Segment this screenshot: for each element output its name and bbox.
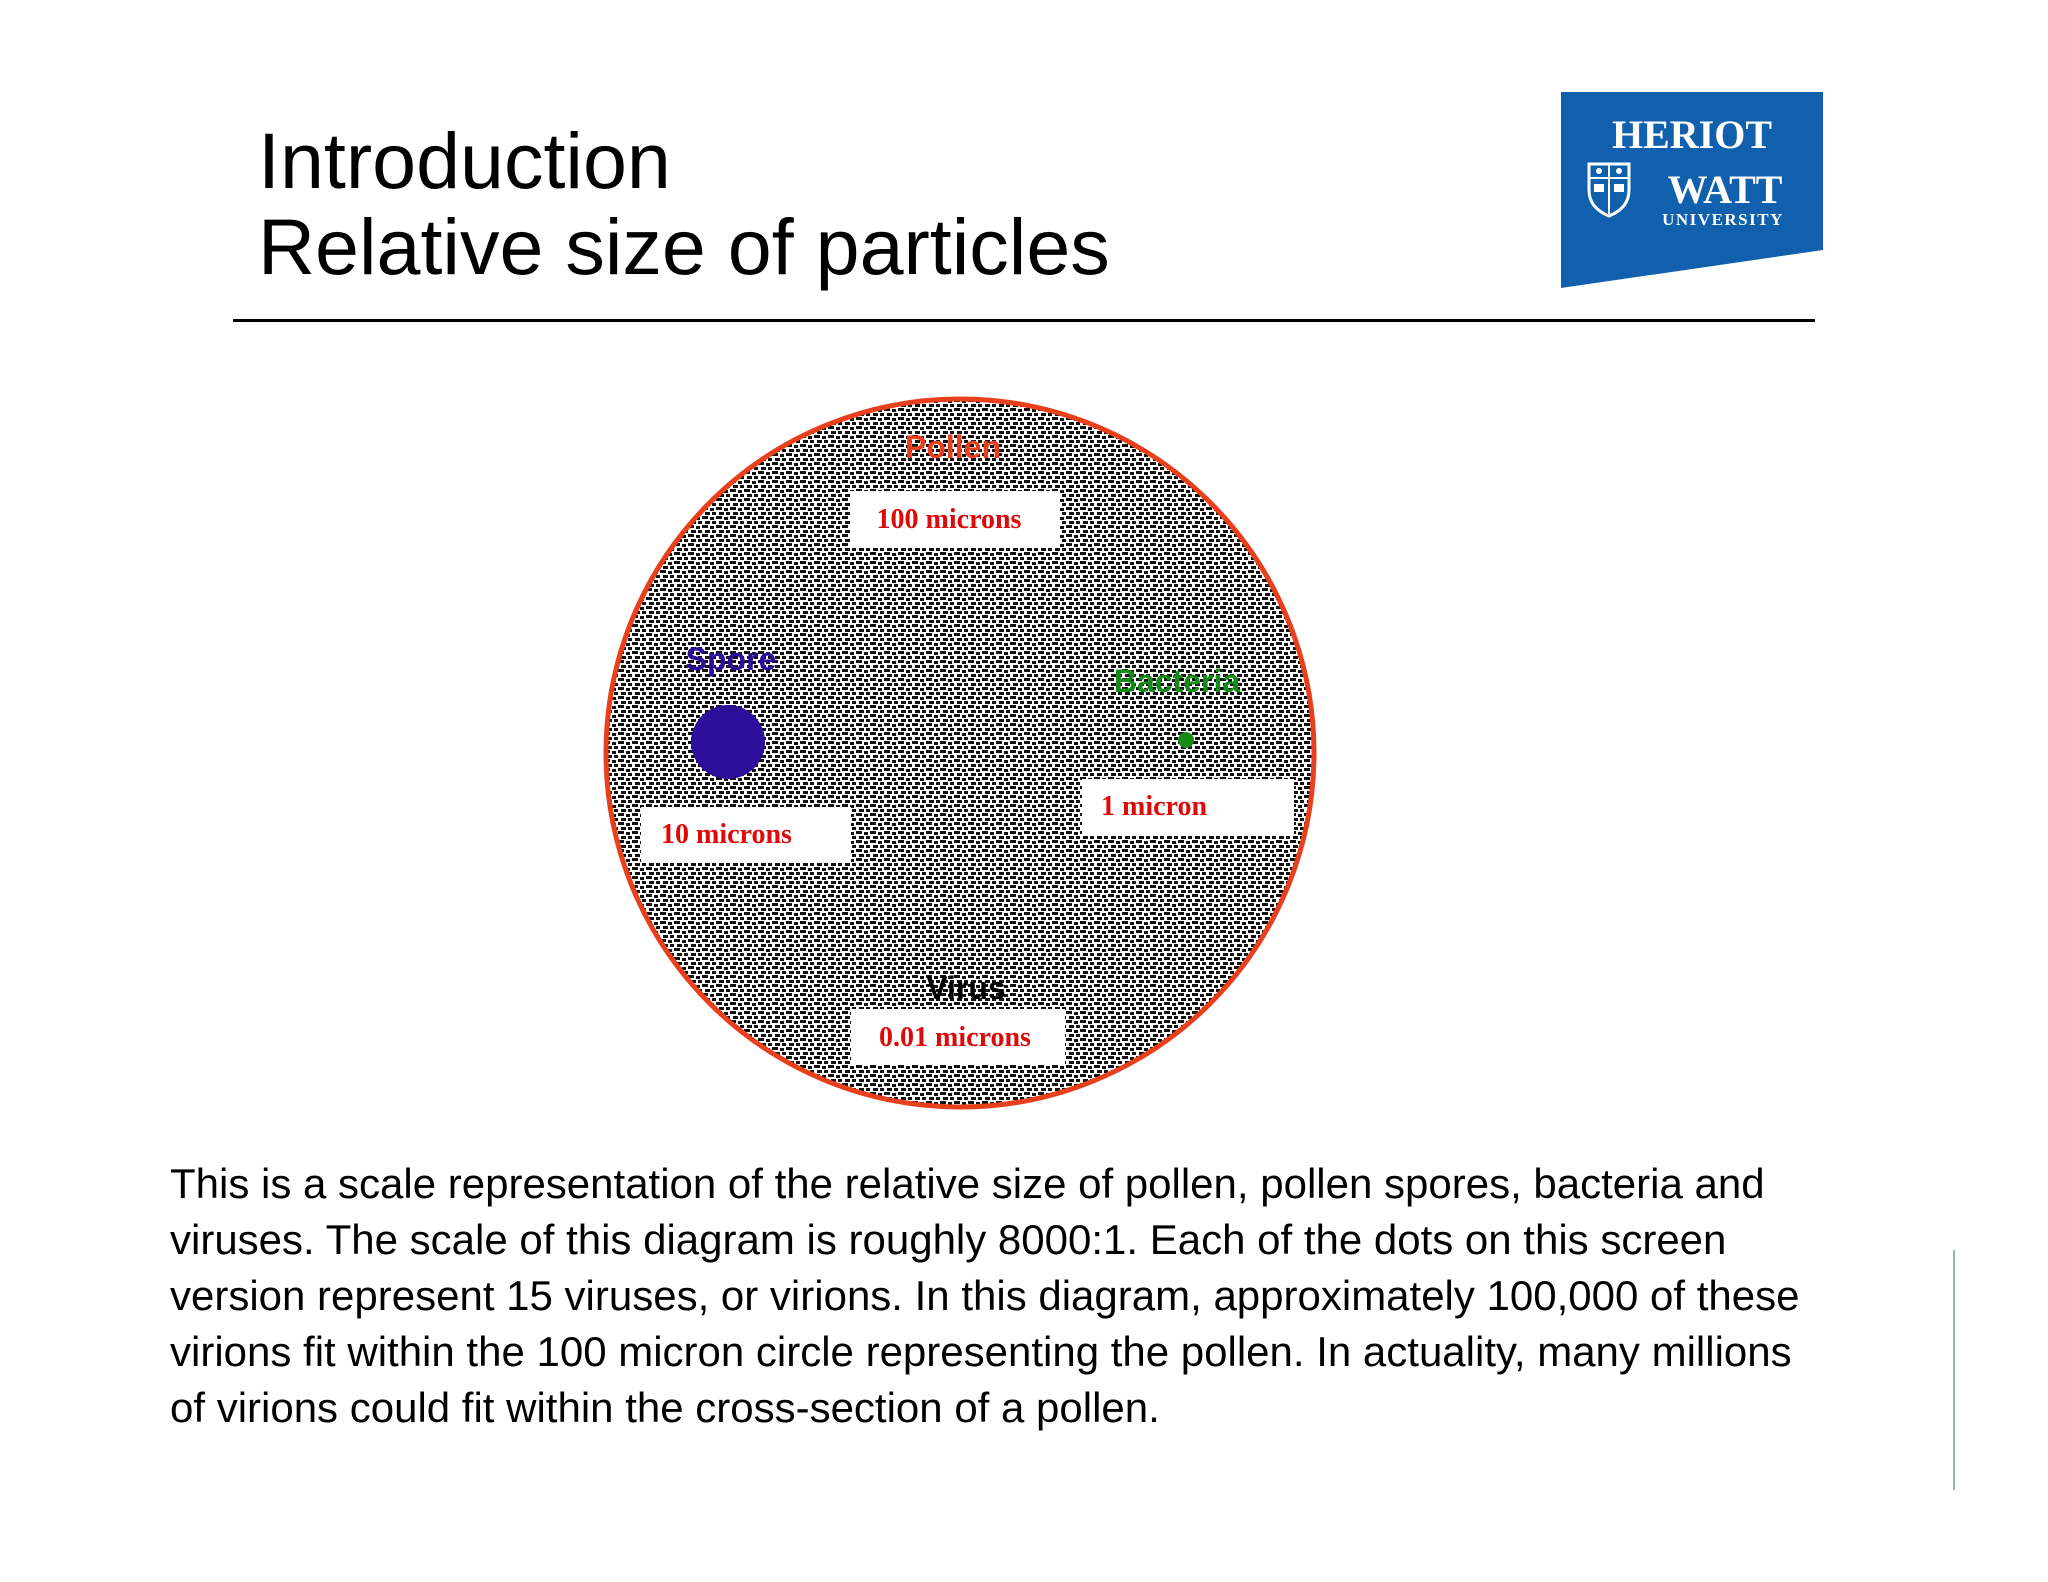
virus-label: Virus — [926, 970, 1006, 1006]
spore-label: Spore — [685, 641, 777, 677]
heriot-watt-logo — [1561, 92, 1823, 288]
logo-text-heriot: HERIOT — [1611, 112, 1773, 157]
logo-text-watt: WATT — [1667, 167, 1783, 212]
title-line-1: Introduction — [258, 116, 671, 205]
side-divider — [1953, 1250, 1955, 1490]
bacteria-dot — [1178, 732, 1194, 748]
spore-dot — [691, 705, 765, 779]
virus-size-label: 0.01 microns — [879, 1022, 1031, 1053]
title-line-2: Relative size of particles — [258, 202, 1110, 291]
slide-title — [258, 118, 1110, 290]
particle-size-diagram — [590, 390, 1330, 1125]
bacteria-size-label: 1 micron — [1101, 791, 1208, 822]
description-text: This is a scale representation of the relative size of pollen, pollen spores, bacteria and viruses. The scale of this diagram is roughly 8000:1. Each of the dots on this screen version represent 15 viruses, or virions. In this diagram, approximately 100,000 of these virions fit within the 100 micron circle representing the pollen. In actuality, many millions of virions could fit within the cross-section of a pollen. — [170, 1160, 1800, 1431]
title-divider — [233, 319, 1815, 322]
logo-text-university: UNIVERSITY — [1662, 210, 1784, 229]
pollen-size-label: 100 microns — [876, 504, 1022, 535]
spore-size-label: 10 microns — [661, 819, 792, 850]
bacteria-label: Bacteria — [1113, 663, 1241, 699]
pollen-label: Pollen — [904, 429, 1002, 465]
